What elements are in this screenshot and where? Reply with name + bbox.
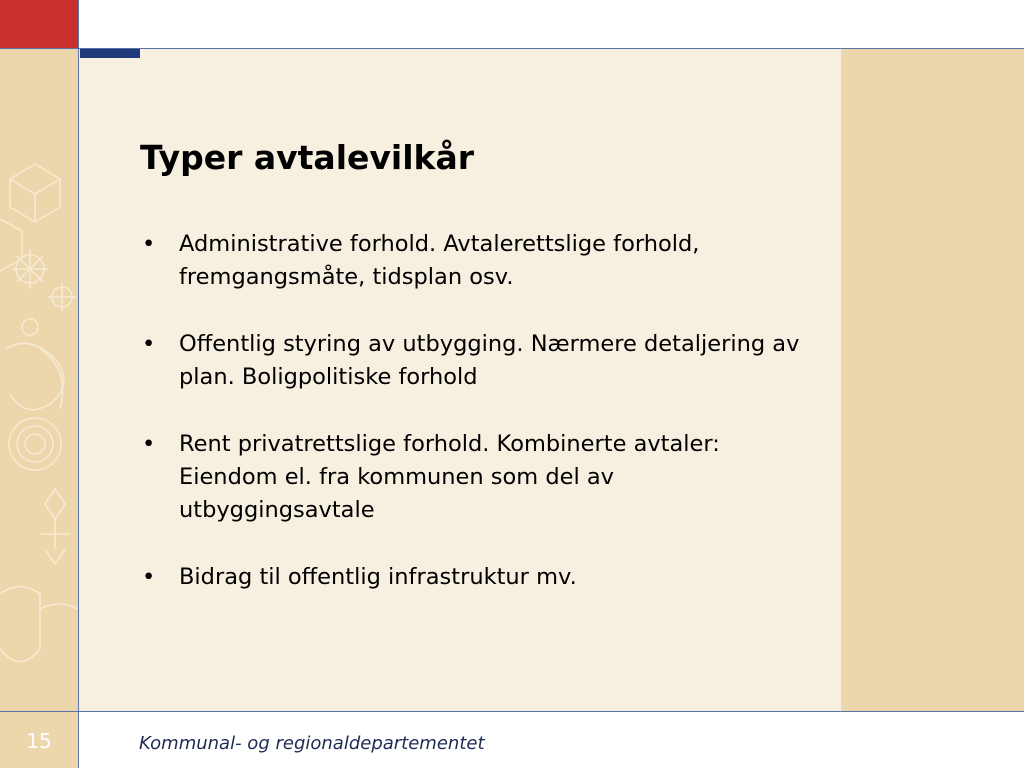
slide-title: Typer avtalevilkår: [140, 138, 475, 177]
bullet-list: [140, 228, 800, 628]
bullet-text: Rent privatrettslige forhold. Kombinerte avtaler: Eiendom el. fra kommunen som del av utbyggingsavtale: [179, 431, 720, 523]
bullet-marker: •: [142, 564, 156, 590]
bullet-item: [140, 428, 800, 527]
bullet-item: [140, 228, 800, 294]
page-number: 15: [26, 729, 52, 753]
bullet-text: Bidrag til offentlig infrastruktur mv.: [179, 564, 577, 590]
bullet-marker: •: [142, 231, 156, 257]
top-header-band: [79, 0, 1024, 48]
bullet-marker: •: [142, 431, 156, 457]
decorative-side-strip: [0, 49, 78, 711]
bullet-text: Offentlig styring av utbygging. Nærmere detaljering av plan. Boligpolitiske forhold: [179, 331, 800, 390]
right-side-panel: [841, 49, 1024, 711]
brand-red-block: [0, 0, 78, 48]
bullet-item: [140, 328, 800, 394]
footer-organization: Kommunal- og regionaldepartementet: [139, 733, 485, 754]
bullet-item: [140, 561, 800, 594]
decorative-pattern-icon: [0, 49, 78, 711]
bullet-marker: •: [142, 331, 156, 357]
bullet-text: Administrative forhold. Avtalerettslige forhold, fremgangsmåte, tidsplan osv.: [179, 231, 700, 290]
blue-accent-bar: [80, 49, 140, 58]
